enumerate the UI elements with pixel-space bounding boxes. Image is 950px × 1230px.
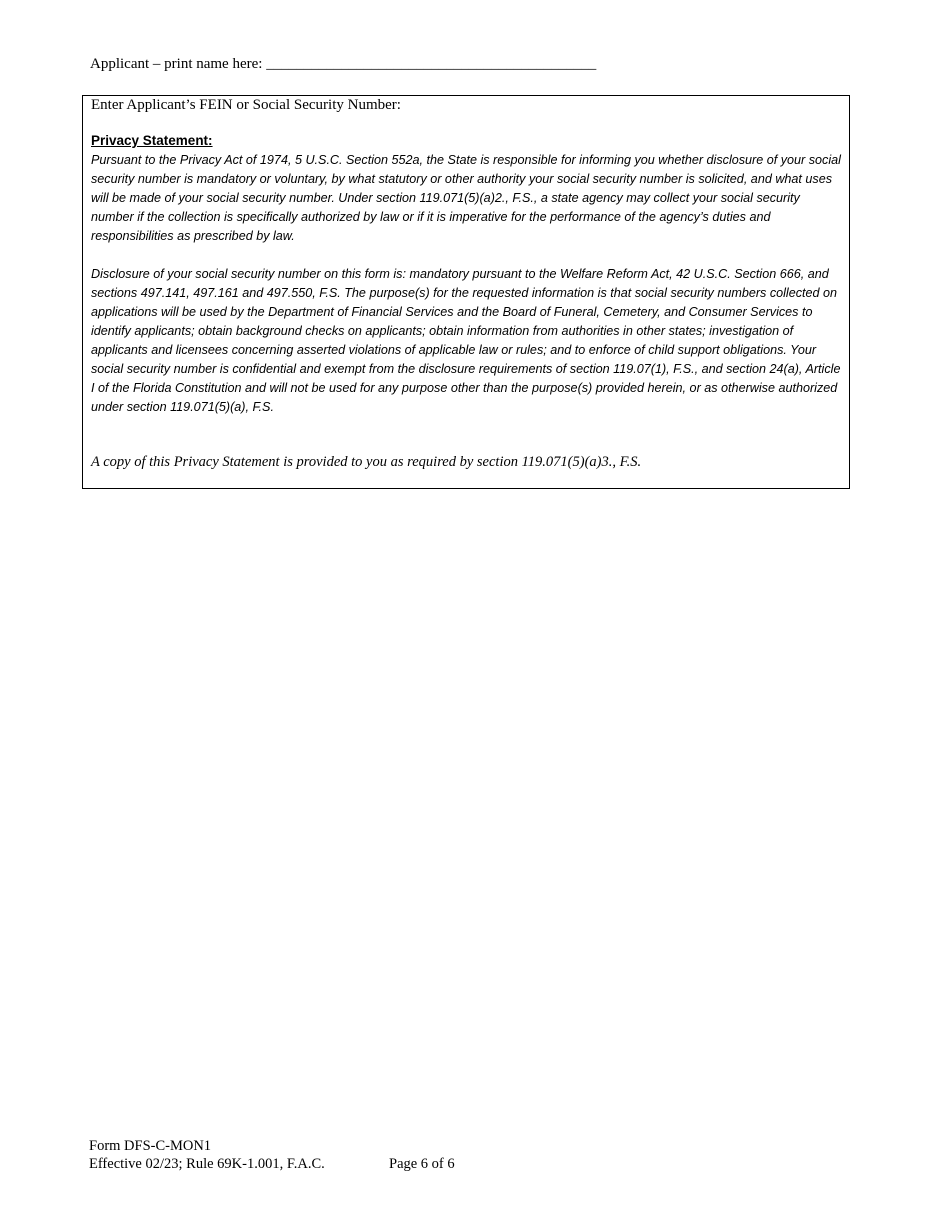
privacy-copy-note: A copy of this Privacy Statement is provided to you as required by section 119.071(5)(a)3., F.S. xyxy=(91,454,642,470)
page-number: Page 6 of 6 xyxy=(389,1156,455,1172)
form-id: Form DFS-C-MON1 xyxy=(89,1138,212,1154)
effective-rule: Effective 02/23; Rule 69K-1.001, F.A.C. xyxy=(89,1156,325,1172)
applicant-name-line: Applicant – print name here: ____________________________________________ xyxy=(90,56,597,72)
privacy-paragraph-2: Disclosure of your social security number on this form is: mandatory pursuant to the Welfare Reform Act, 42 U.S.C. Section 666, and sections 497.141, 497.161 and 497.550, F.S. The purpose(s) for the requested information is that social security numbers collected on applications will be used by the Department of Financial Services and the Board of Funeral, Cemetery, and Consumer Services to identify applicants; obtain background checks on applicants; obtain information from authorities in other states; investigation of applicants and licensees concerning asserted violations of applicable law or rules; and to enforce of child support obligations. Your social security number is confidential and exempt from the disclosure requirements of section 119.07(1), F.S., and section 24(a), Article I of the Florida Constitution and will not be used for any purpose other than the purpose(s) provided herein, or as otherwise authorized under section 119.071(5)(a), F.S. xyxy=(91,267,841,414)
privacy-paragraph-1: Pursuant to the Privacy Act of 1974, 5 U.S.C. Section 552a, the State is responsible for informing you whether disclosure of your social security number is mandatory or voluntary, by what statutory or other authority your social security number is solicited, and what uses will be made of your social security number. Under section 119.071(5)(a)2., F.S., a state agency may collect your social security number if the collection is specifically authorized by law or if it is imperative for the performance of the agency’s duties and responsibilities as prescribed by law. xyxy=(91,153,841,243)
fein-ssn-label: Enter Applicant’s FEIN or Social Security Number: xyxy=(91,97,401,113)
privacy-statement-box xyxy=(82,95,850,489)
page-footer xyxy=(89,1137,455,1173)
privacy-statement-heading: Privacy Statement: xyxy=(91,133,213,148)
